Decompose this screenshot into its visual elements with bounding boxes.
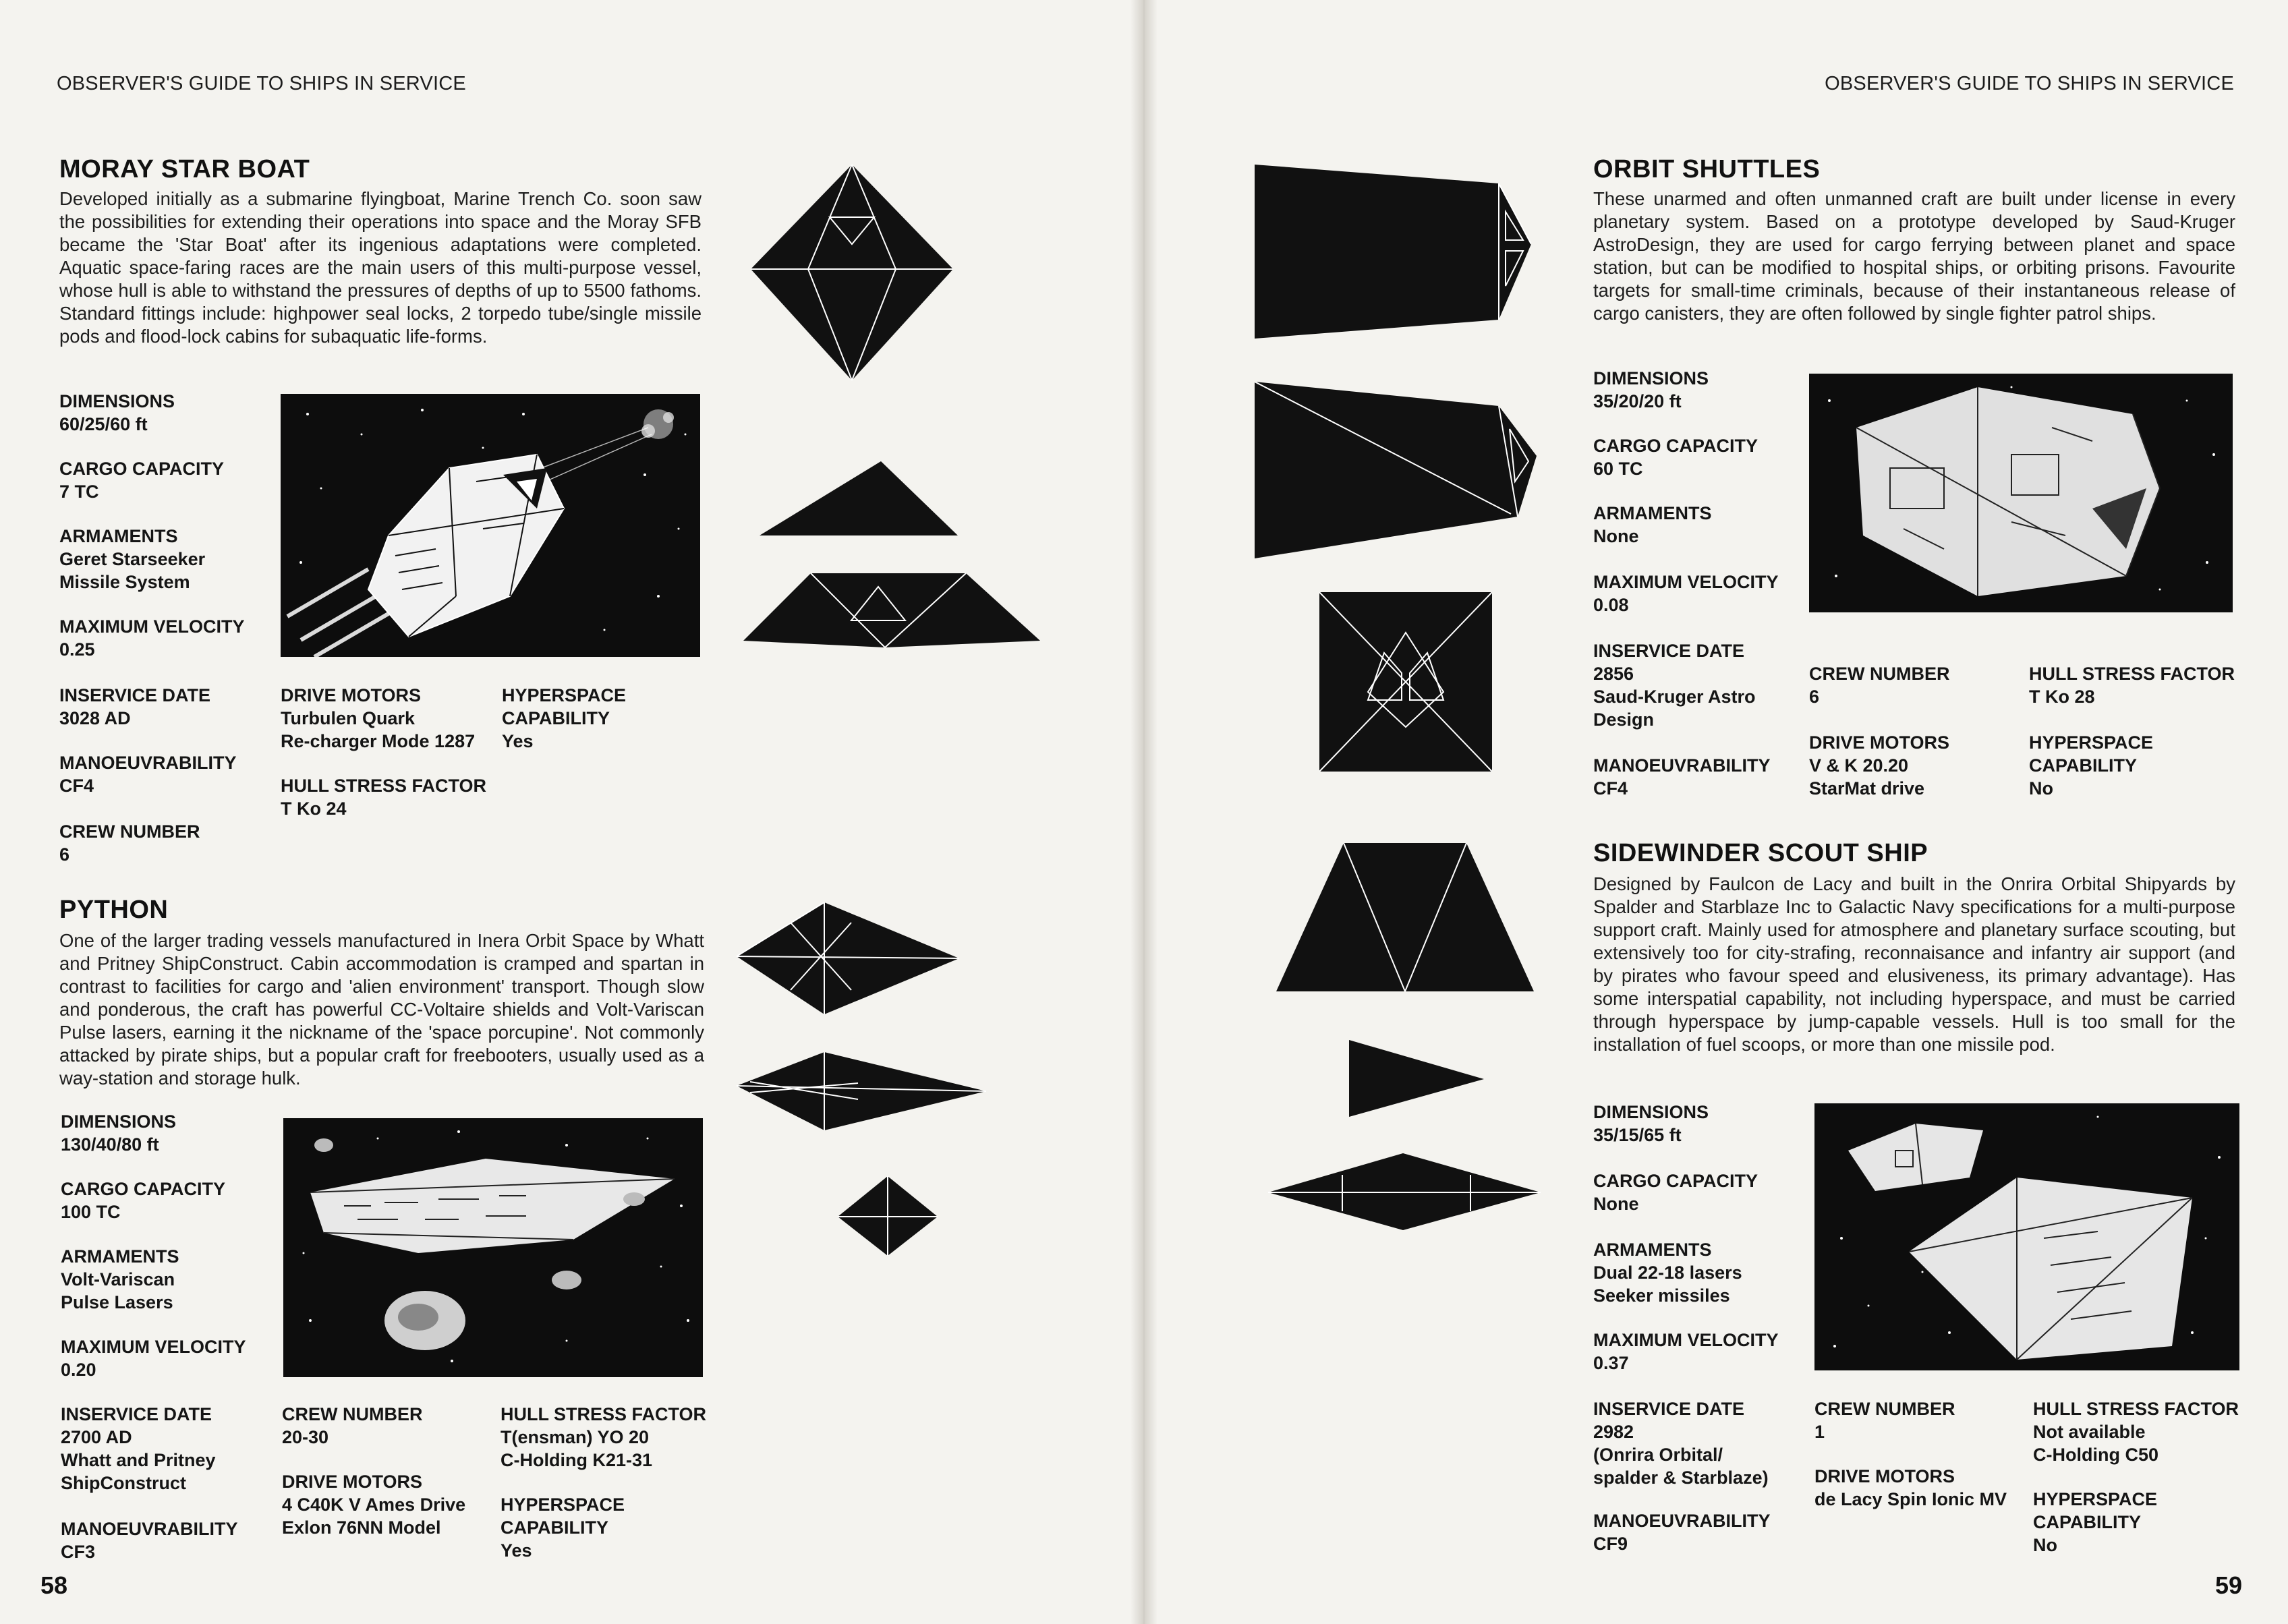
spec-drive-motors: DRIVE MOTORS Turbulen Quark Re-charger Mode 1287 [281, 685, 476, 751]
spec-inservice-date: INSERVICE DATE 2700 AD Whatt and Pritney ShipConstruct [61, 1404, 216, 1493]
spec-hull-stress-factor: HULL STRESS FACTOR T Ko 28 [2029, 664, 2235, 707]
spec-cargo-capacity: CARGO CAPACITY None [1593, 1171, 1758, 1214]
spec-inservice-date: INSERVICE DATE 3028 AD [59, 685, 211, 728]
spec-manoeuvrability: MANOEUVRABILITY CF9 [1593, 1511, 1771, 1554]
running-head: OBSERVER'S GUIDE TO SHIPS IN SERVICE [57, 73, 466, 94]
spec-maximum-velocity: MAXIMUM VELOCITY 0.37 [1593, 1330, 1779, 1373]
spec-maximum-velocity: MAXIMUM VELOCITY 0.08 [1593, 572, 1779, 615]
spec-crew-number: CREW NUMBER 1 [1814, 1399, 1955, 1442]
silhouette-orbit-shuttle-side [1255, 382, 1537, 558]
silhouette-orbit-shuttle-top [1255, 165, 1531, 339]
spec-dimensions: DIMENSIONS 35/15/65 ft [1593, 1102, 1709, 1145]
page-number: 58 [40, 1571, 68, 1599]
spec-hull-stress-factor: HULL STRESS FACTOR Not available C-Holding C50 [2033, 1399, 2239, 1465]
spec-maximum-velocity: MAXIMUM VELOCITY 0.25 [59, 616, 245, 660]
spec-hull-stress-factor: HULL STRESS FACTOR T Ko 24 [281, 776, 487, 819]
ship-title-moray: MORAY STAR BOAT [59, 155, 310, 183]
spec-maximum-velocity: MAXIMUM VELOCITY 0.20 [61, 1337, 246, 1380]
ship-description-sidewinder: Designed by Faulcon de Lacy and built in the Onrira Orbital Shipyards by Spalder and Starblaze Inc to Galactic Navy specifications for a multi-purpose support craft. Mainly used for atmosphere and planetary surface scouting, but extensively too for city-strafing, reconnaisance and infantry air support (and by pirates who favour speed and elusiveness, its primary advantage). Has some interspatial capability, not including hyperspace, and must be carried through hyperspace by jump-capable vessels. Hull is too small for the installation of fuel scoops, or more than one missile pod. [1593, 873, 2235, 1055]
illustration-python [283, 1118, 703, 1377]
page-number: 59 [2214, 1571, 2242, 1599]
silhouette-python-front [838, 1176, 938, 1256]
spec-armaments: ARMAMENTS None [1593, 503, 1712, 546]
spec-manoeuvrability: MANOEUVRABILITY CF4 [59, 753, 237, 796]
spec-drive-motors: DRIVE MOTORS de Lacy Spin Ionic MV [1814, 1466, 2007, 1509]
ship-title-sidewinder: SIDEWINDER SCOUT SHIP [1593, 839, 1928, 867]
right-page [1144, 0, 2288, 1624]
spec-armaments: ARMAMENTS Geret Starseeker Missile System [59, 526, 206, 592]
illustration-sidewinder [1814, 1103, 2239, 1370]
spec-hull-stress-factor: HULL STRESS FACTOR T(ensman) YO 20 C-Holding K21-31 [500, 1404, 707, 1470]
spec-inservice-date: INSERVICE DATE 2856 Saud-Kruger Astro Design [1593, 641, 1756, 730]
spec-dimensions: DIMENSIONS 130/40/80 ft [61, 1111, 177, 1155]
silhouette-moray-side [760, 461, 958, 535]
spec-inservice-date: INSERVICE DATE 2982 (Onrira Orbital/ spalder & Starblaze) [1593, 1399, 1769, 1488]
spec-crew-number: CREW NUMBER 6 [59, 821, 200, 865]
spec-armaments: ARMAMENTS Dual 22-18 lasers Seeker missiles [1593, 1240, 1742, 1306]
silhouette-orbit-shuttle-front [1319, 592, 1492, 772]
ship-title-python: PYTHON [59, 896, 169, 924]
running-head: OBSERVER'S GUIDE TO SHIPS IN SERVICE [1825, 73, 2234, 94]
spec-drive-motors: DRIVE MOTORS 4 C40K V Ames Drive Exlon 76NN Model [282, 1472, 466, 1538]
illustration-orbit-shuttle [1809, 374, 2233, 612]
silhouette-python-side [737, 1052, 986, 1130]
silhouette-sidewinder-top [1268, 1153, 1541, 1230]
silhouette-python-top [737, 902, 959, 1014]
spec-crew-number: CREW NUMBER 20-30 [282, 1404, 423, 1447]
spec-dimensions: DIMENSIONS 35/20/20 ft [1593, 368, 1709, 411]
spec-cargo-capacity: CARGO CAPACITY 100 TC [61, 1179, 226, 1222]
ship-description-orbit-shuttles: These unarmed and often unmanned craft are built under license in every planetary system. Based on a prototype developed by Saud-Kruger AstroDesign, they are used for cargo ferrying between planet and space station, but can be modified to hospital ships, or orbiting prisons. Favourite targets for small-time criminals, because of their instantaneous release of cargo canisters, they are often followed by single fighter patrol ships. [1593, 188, 2235, 324]
spec-dimensions: DIMENSIONS 60/25/60 ft [59, 391, 175, 434]
silhouette-sidewinder-side [1349, 1040, 1484, 1117]
illustration-moray-star-boat [281, 394, 700, 657]
spec-armaments: ARMAMENTS Volt-Variscan Pulse Lasers [61, 1246, 179, 1312]
ship-description-moray: Developed initially as a submarine flyingboat, Marine Trench Co. soon saw the possibilities for extending their operations into space and the Moray SFB became the 'Star Boat' after its ingenious adaptations were completed. Aquatic space-faring races are the main users of this multi-purpose vessel, whose hull is able to withstand the pressures of depths of up to 5500 fathoms. Standard fittings include: highpower seal locks, 2 torpedo tube/single missile pods and flood-lock cabins for subaquatic life-forms. [59, 188, 702, 347]
ship-title-orbit-shuttles: ORBIT SHUTTLES [1593, 155, 1821, 183]
silhouette-moray-top [743, 573, 1040, 647]
silhouette-moray-front [734, 165, 970, 380]
book-gutter [1131, 0, 1157, 1624]
spec-hyperspace-capability: HYPERSPACE CAPABILITY Yes [500, 1495, 625, 1561]
spec-manoeuvrability: MANOEUVRABILITY CF3 [61, 1519, 238, 1562]
spec-crew-number: CREW NUMBER 6 [1809, 664, 1950, 707]
spec-cargo-capacity: CARGO CAPACITY 60 TC [1593, 436, 1758, 479]
spec-drive-motors: DRIVE MOTORS V & K 20.20 StarMat drive [1809, 732, 1950, 799]
spec-hyperspace-capability: HYPERSPACE CAPABILITY Yes [502, 685, 627, 751]
spec-hyperspace-capability: HYPERSPACE CAPABILITY No [2033, 1489, 2158, 1555]
silhouette-sidewinder-front [1276, 843, 1534, 991]
spec-manoeuvrability: MANOEUVRABILITY CF4 [1593, 755, 1771, 799]
spec-hyperspace-capability: HYPERSPACE CAPABILITY No [2029, 732, 2154, 799]
spec-cargo-capacity: CARGO CAPACITY 7 TC [59, 459, 225, 502]
ship-description-python: One of the larger trading vessels manufactured in Inera Orbit Space by Whatt and Pritney ShipConstruct. Cabin accommodation is cramped and spartan in contrast to facilities for cargo and 'alien environment' transport. Though slow and ponderous, the craft has powerful CC-Voltaire shields and Volt-Variscan Pulse lasers, earning it the nickname of the 'space porcupine'. Not commonly attacked by pirate ships, but a popular craft for freebooters, usually used as a way-station and storage hulk. [59, 930, 704, 1089]
